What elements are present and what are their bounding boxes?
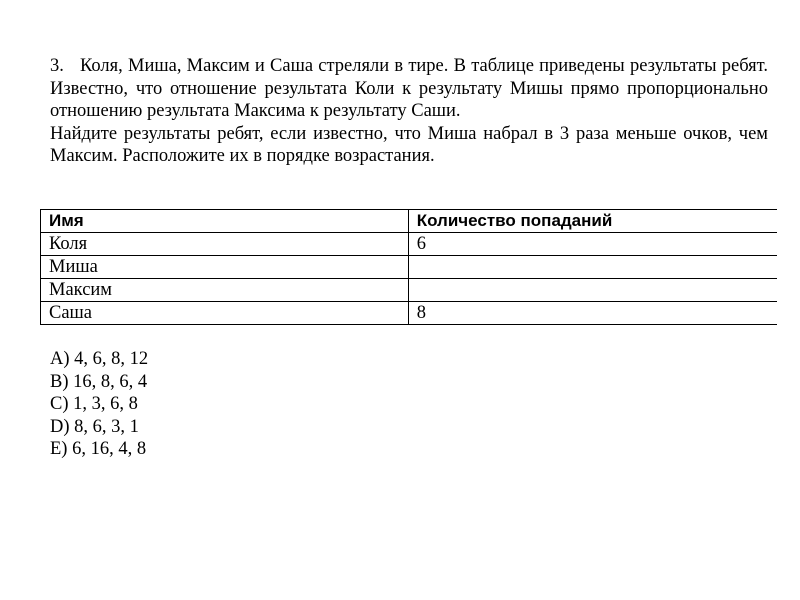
problem-statement	[50, 55, 768, 123]
cell-hits	[408, 256, 777, 279]
option-a: A) 4, 6, 8, 12	[50, 349, 149, 369]
problem-question: Найдите результаты ребят, если известно, что Миша набрал в 3 раза меньше очков, чем Максим. Расположите их в порядке возрастания.	[50, 123, 768, 166]
option-e: E) 6, 16, 4, 8	[50, 439, 147, 459]
table-row	[41, 256, 778, 279]
column-header-hits: Количество попаданий	[408, 210, 777, 233]
cell-name: Саша	[41, 302, 409, 325]
table-header-row	[41, 210, 778, 233]
cell-name: Коля	[41, 233, 409, 256]
option-c: C) 1, 3, 6, 8	[50, 394, 138, 414]
column-header-name: Имя	[41, 210, 409, 233]
option-b: B) 16, 8, 6, 4	[50, 371, 148, 392]
problem-text	[50, 55, 768, 168]
cell-name: Миша	[41, 256, 409, 279]
cell-hits	[408, 279, 777, 302]
table-row	[41, 302, 778, 325]
problem-number: 3.	[50, 56, 64, 76]
option-d: D) 8, 6, 3, 1	[50, 416, 139, 437]
problem-statement-text: Коля, Миша, Максим и Саша стреляли в тире. В таблице приведены результаты ребят. Известно, что отношение результата Коли к результату Мишы прямо пропорционально отношению результата Максима к результату Саши.	[50, 56, 768, 121]
cell-name: Максим	[41, 279, 409, 302]
cell-hits: 6	[408, 233, 777, 256]
cell-hits: 8	[408, 302, 777, 325]
answer-options	[50, 348, 148, 461]
table-row	[41, 233, 778, 256]
results-table	[40, 209, 777, 325]
table-row	[41, 279, 778, 302]
